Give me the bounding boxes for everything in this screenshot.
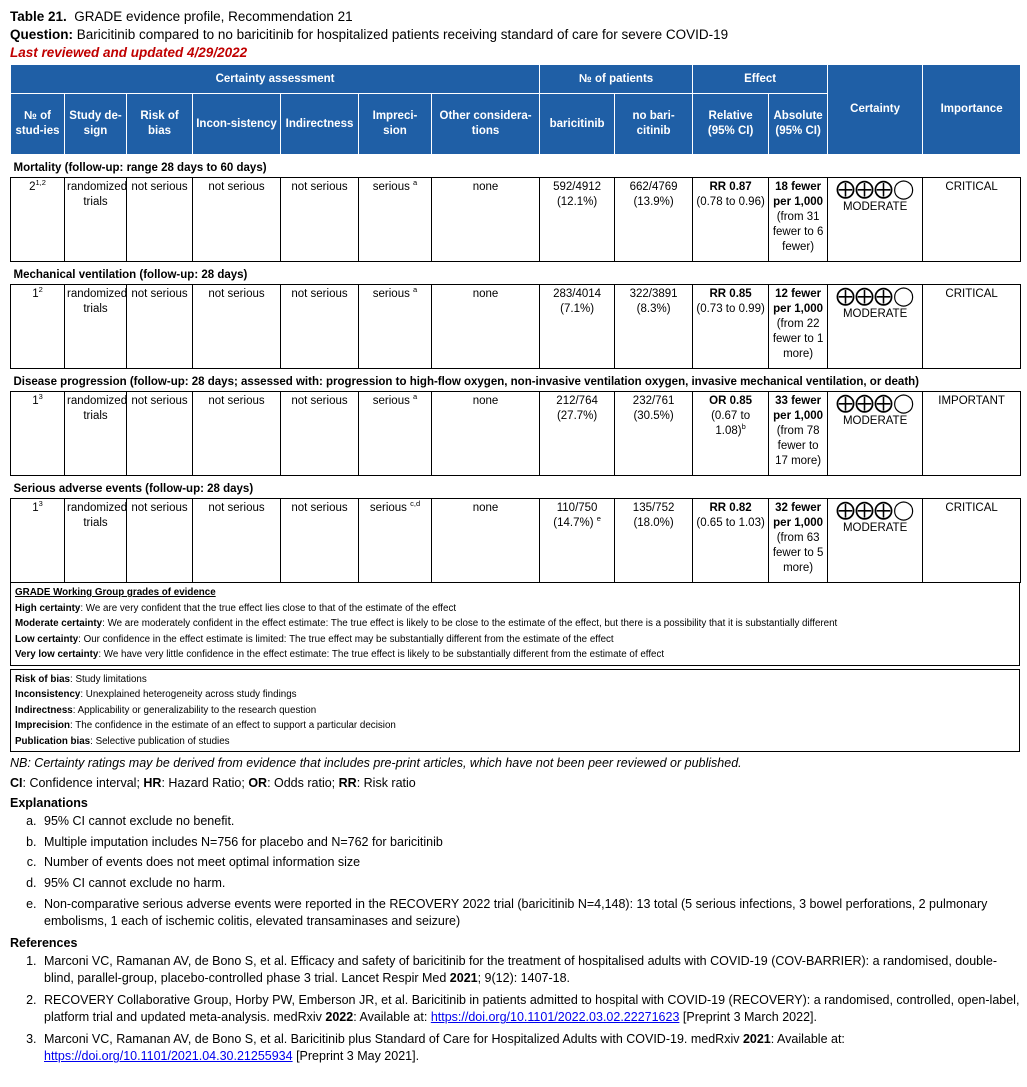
certainty-symbols: ⨁⨁⨁◯ (835, 393, 915, 414)
absolute-estimate: 32 fewer per 1,000 (773, 502, 824, 529)
outcome-section-header (11, 476, 1021, 499)
question (10, 26, 1020, 44)
cell-no-baricitinib (615, 178, 693, 262)
definition-label: Inconsistency (15, 689, 81, 700)
question-label: Question: (10, 27, 73, 42)
bari-count: 592/4912 (553, 181, 602, 193)
definition-item (15, 718, 1015, 734)
col-imprecision: Impreci-sion (359, 94, 432, 155)
nobari-pct: (18.0%) (633, 517, 674, 529)
n-ref: 3 (38, 499, 43, 509)
certainty-symbols: ⨁⨁⨁◯ (835, 179, 915, 200)
last-reviewed: Last reviewed and updated 4/29/2022 (10, 45, 248, 60)
col-certainty: Certainty (828, 65, 923, 155)
references-list (10, 953, 1020, 1065)
list-item: c. Number of events does not meet optimal information size (40, 854, 1020, 871)
imprecision-value: serious (372, 288, 410, 300)
abbr-label: CI (10, 776, 23, 790)
col-baricitinib: baricitinib (540, 94, 615, 155)
imprecision-value: serious (369, 502, 407, 514)
table-title-text: GRADE evidence profile, Recommendation 21 (74, 9, 353, 24)
cell-relative (693, 499, 769, 583)
grade-item (15, 632, 1015, 648)
list-item (40, 1031, 1020, 1065)
list-item: e. Non-comparative serious adverse events were reported in the RECOVERY 2022 trial (baricitinib N=4,148): 13 total (5 serious infections, 3 bowel perforations, 2 pulmonary embolisms, 1 each of ischemic colitis, elevated transaminases and seizure) (40, 896, 1020, 930)
explanations-title: Explanations (10, 796, 88, 810)
cell-risk: not serious (127, 178, 193, 262)
bari-count: 283/4014 (553, 288, 602, 300)
definition-text: : Selective publication of studies (90, 735, 230, 747)
cell-baricitinib (540, 499, 615, 583)
cell-certainty (828, 285, 923, 369)
list-item: d. 95% CI cannot exclude no harm. (40, 875, 1020, 892)
cell-importance: IMPORTANT (923, 392, 1021, 476)
page (10, 8, 1020, 1070)
cell-no-baricitinib (615, 285, 693, 369)
absolute-estimate: 33 fewer per 1,000 (773, 395, 824, 422)
bari-note: e (596, 514, 601, 524)
certainty-symbols: ⨁⨁⨁◯ (835, 286, 915, 307)
col-inconsistency: Incon-sistency (193, 94, 281, 155)
n-ref: 3 (38, 392, 43, 402)
cell-indirectness: not serious (281, 178, 359, 262)
cell-relative (693, 392, 769, 476)
col-indirectness: Indirectness (281, 94, 359, 155)
group-effect: Effect (693, 65, 828, 94)
ref-text: [Preprint 3 March 2022]. (679, 1010, 817, 1025)
certainty-label: MODERATE (842, 201, 908, 213)
relative-estimate: RR 0.87 (709, 181, 752, 193)
table-row (11, 392, 1021, 476)
cell-relative (693, 285, 769, 369)
relative-ci: (0.73 to 0.99) (696, 303, 765, 315)
relative-estimate: RR 0.82 (709, 502, 752, 514)
definition-item (15, 703, 1015, 719)
n-value: 1 (32, 502, 39, 514)
relative-note: b (741, 422, 746, 432)
outcome-section-header (11, 369, 1021, 392)
cell-n-studies (11, 392, 65, 476)
ref-text: : Available at: (770, 1032, 845, 1047)
bari-pct: (27.7%) (556, 410, 598, 422)
ref-text: [Preprint 3 May 2021]. (292, 1049, 420, 1064)
cell-risk: not serious (127, 285, 193, 369)
definition-label: Imprecision (15, 720, 70, 731)
nobari-count: 662/4769 (629, 181, 678, 193)
relative-estimate: RR 0.85 (709, 288, 752, 300)
cell-indirectness: not serious (281, 392, 359, 476)
imprecision-value: serious (372, 181, 410, 193)
col-relative: Relative (95% CI) (693, 94, 769, 155)
grade-item (15, 647, 1015, 663)
cell-other: none (432, 285, 540, 369)
col-n-studies: № of stud-ies (11, 94, 65, 155)
cell-inconsistency: not serious (193, 178, 281, 262)
ref-link[interactable]: https://doi.org/10.1101/2021.04.30.21255934 (44, 1049, 293, 1064)
imprecision-note: a (413, 178, 418, 188)
definition-label: Publication bias (15, 735, 91, 747)
cell-absolute (769, 285, 828, 369)
absolute-estimate: 12 fewer per 1,000 (773, 288, 824, 315)
absolute-ci: (from 78 fewer to 17 more) (775, 425, 822, 467)
cell-baricitinib (540, 285, 615, 369)
cell-inconsistency: not serious (193, 285, 281, 369)
bari-pct: (12.1%) (556, 196, 598, 208)
cell-inconsistency: not serious (193, 499, 281, 583)
imprecision-note: a (413, 285, 418, 295)
col-risk-of-bias: Risk of bias (127, 94, 193, 155)
definitions-box (10, 669, 1020, 753)
cell-design: randomized trials (65, 392, 127, 476)
ref-year: 2021 (449, 971, 478, 986)
cell-importance: CRITICAL (923, 285, 1021, 369)
absolute-ci: (from 31 fewer to 6 fewer) (772, 211, 824, 253)
col-study-design: Study de-sign (65, 94, 127, 155)
grade-label: Very low certainty (15, 649, 99, 660)
definition-item (15, 672, 1015, 688)
cell-inconsistency: not serious (193, 392, 281, 476)
list-item (40, 953, 1020, 987)
absolute-estimate: 18 fewer per 1,000 (773, 181, 824, 208)
n-value: 2 (29, 181, 36, 193)
ref-year: 2022 (325, 1010, 354, 1025)
cell-risk: not serious (127, 392, 193, 476)
group-certainty-assessment: Certainty assessment (11, 65, 540, 94)
certainty-symbols: ⨁⨁⨁◯ (835, 500, 915, 521)
cell-absolute (769, 178, 828, 262)
abbr-text: : Odds ratio; (267, 776, 339, 790)
cell-importance: CRITICAL (923, 178, 1021, 262)
certainty-label: MODERATE (842, 522, 908, 534)
abbr-text: : Confidence interval; (22, 776, 144, 790)
cell-design: randomized trials (65, 178, 127, 262)
bari-count: 110/750 (556, 502, 598, 514)
cell-other: none (432, 499, 540, 583)
explanations-list (10, 813, 1020, 930)
cell-baricitinib (540, 392, 615, 476)
cell-indirectness: not serious (281, 285, 359, 369)
cell-n-studies (11, 178, 65, 262)
certainty-label: MODERATE (842, 308, 908, 320)
ref-text: RECOVERY Collaborative Group, Horby PW, Emberson JR, et al. Baricitinib in patients admitted to hospital with COVID-19 (RECOVERY): a randomised, controlled, open-label, platform trial and updated meta-analysis. medRxiv (44, 993, 1020, 1025)
cell-imprecision (359, 285, 432, 369)
section-title: Serious adverse events (follow-up: 28 days) (11, 476, 1021, 499)
cell-absolute (769, 392, 828, 476)
outcome-section-header (11, 155, 1021, 178)
nobari-count: 322/3891 (629, 288, 678, 300)
cell-n-studies (11, 285, 65, 369)
n-ref: 1,2 (35, 178, 46, 188)
cell-relative (693, 178, 769, 262)
definition-label: Indirectness (15, 704, 73, 716)
references-title: References (10, 936, 78, 951)
outcomes-body (11, 155, 1021, 583)
ref-text: Marconi VC, Ramanan AV, de Bono S, et al. Efficacy and safety of baricitinib for the treatment of hospitalised adults with COVID-19 (COV-BARRIER): a randomised, double-blind, parallel-group, placebo-controlled phase 3 trial. Lancet Respir Med (44, 954, 998, 986)
section-title: Mortality (follow-up: range 28 days to 60 days) (11, 155, 1021, 178)
cell-no-baricitinib (615, 392, 693, 476)
definition-text: : Applicability or generalizability to the research question (72, 704, 317, 716)
n-value: 1 (32, 395, 39, 407)
cell-certainty (828, 392, 923, 476)
grade-text: : We are very confident that the true effect lies close to that of the estimate of the effect (80, 602, 457, 614)
bari-pct: (7.1%) (560, 303, 595, 315)
grades-title: GRADE Working Group grades of evidence (15, 587, 216, 598)
col-other-considerations: Other considera-tions (432, 94, 540, 155)
nobari-count: 232/761 (632, 395, 675, 407)
cell-baricitinib (540, 178, 615, 262)
definition-text: : Study limitations (70, 673, 147, 685)
abbr-text: : Hazard Ratio; (161, 776, 249, 790)
list-item: a. 95% CI cannot exclude no benefit. (40, 813, 1020, 830)
section-title: Disease progression (follow-up: 28 days; assessed with: progression to high-flow oxygen, non-invasive ventilation oxygen, invasive mechanical ventilation, or death) (11, 369, 1021, 392)
nb-note: NB: Certainty ratings may be derived from evidence that includes pre-print articles, which have not been peer reviewed or published. (10, 756, 742, 770)
ref-link[interactable]: https://doi.org/10.1101/2022.03.02.22271623 (430, 1010, 680, 1025)
imprecision-note: c,d (410, 499, 421, 509)
ref-text: : Available at: (353, 1010, 431, 1025)
grade-label: High certainty (15, 602, 81, 614)
cell-no-baricitinib (615, 499, 693, 583)
relative-ci: (0.65 to 1.03) (696, 517, 765, 529)
table-label: Table 21. (10, 9, 67, 24)
imprecision-value: serious (372, 395, 410, 407)
definition-text: : The confidence in the estimate of an effect to support a particular decision (70, 720, 396, 731)
cell-importance: CRITICAL (923, 499, 1021, 583)
list-item (40, 992, 1020, 1026)
absolute-ci: (from 22 fewer to 1 more) (772, 318, 824, 360)
definition-text: : Unexplained heterogeneity across study findings (80, 689, 297, 700)
cell-imprecision (359, 392, 432, 476)
cell-other: none (432, 392, 540, 476)
definition-label: Risk of bias (15, 673, 70, 685)
absolute-ci: (from 63 fewer to 5 more) (772, 532, 824, 574)
grade-item (15, 601, 1015, 617)
abbr-label: HR (143, 776, 162, 790)
abbr-label: RR (338, 776, 357, 790)
cell-imprecision (359, 499, 432, 583)
abbreviations (10, 773, 1020, 793)
cell-certainty (828, 178, 923, 262)
col-absolute: Absolute (95% CI) (769, 94, 828, 155)
nobari-pct: (13.9%) (633, 196, 674, 208)
nobari-pct: (8.3%) (636, 303, 671, 315)
bari-count: 212/764 (556, 395, 598, 407)
cell-absolute (769, 499, 828, 583)
grade-label: Moderate certainty (15, 618, 103, 629)
cell-imprecision (359, 178, 432, 262)
ref-text: Marconi VC, Ramanan AV, de Bono S, et al. Baricitinib plus Standard of Care for Hospitalized Adults with COVID-19. medRxiv (44, 1032, 743, 1047)
grade-text: : We have very little confidence in the effect estimate: The true effect is likely to be substantially different from the estimate of effect (98, 649, 665, 660)
question-text: Baricitinib compared to no baricitinib for hospitalized patients receiving standard of care for severe COVID-19 (76, 27, 729, 42)
grade-label: Low certainty (15, 633, 79, 645)
abbr-text: : Risk ratio (356, 776, 416, 790)
nobari-pct: (30.5%) (633, 410, 674, 422)
relative-ci: (0.78 to 0.96) (696, 196, 765, 208)
certainty-label: MODERATE (842, 415, 908, 427)
n-value: 1 (32, 288, 39, 300)
bari-pct: (14.7%) (553, 517, 594, 529)
n-ref: 2 (38, 285, 43, 295)
cell-design: randomized trials (65, 499, 127, 583)
table-title (10, 8, 1020, 26)
relative-estimate: OR 0.85 (709, 395, 752, 407)
nobari-count: 135/752 (632, 502, 675, 514)
abbr-label: OR (248, 776, 268, 790)
imprecision-note: a (413, 392, 418, 402)
definition-item (15, 734, 1015, 750)
table-row (11, 285, 1021, 369)
cell-certainty (828, 499, 923, 583)
ref-year: 2021 (742, 1032, 771, 1047)
group-number-of-patients: № of patients (540, 65, 693, 94)
table-row (11, 178, 1021, 262)
table-row (11, 499, 1021, 583)
outcome-section-header (11, 262, 1021, 285)
definition-item (15, 687, 1015, 703)
ref-text: ; 9(12): 1407-18. (477, 971, 571, 986)
list-item: b. Multiple imputation includes N=756 for placebo and N=762 for baricitinib (40, 834, 1020, 851)
grade-item (15, 616, 1015, 632)
grade-text: : We are moderately confident in the effect estimate: The true effect is likely to be close to the estimate of the effect, but there is a possibility that it is substantially different (102, 618, 838, 629)
relative-ci: (0.67 to 1.08) (711, 410, 751, 437)
cell-n-studies (11, 499, 65, 583)
cell-risk: not serious (127, 499, 193, 583)
cell-design: randomized trials (65, 285, 127, 369)
cell-other: none (432, 178, 540, 262)
cell-indirectness: not serious (281, 499, 359, 583)
grade-evidence-table (10, 64, 1021, 583)
col-importance: Importance (923, 65, 1021, 155)
section-title: Mechanical ventilation (follow-up: 28 days) (11, 262, 1021, 285)
col-no-baricitinib: no bari-citinib (615, 94, 693, 155)
grade-grades-box (10, 583, 1020, 666)
grade-text: : Our confidence in the effect estimate is limited: The true effect may be substantially different from the estimate of the effect (78, 633, 614, 645)
